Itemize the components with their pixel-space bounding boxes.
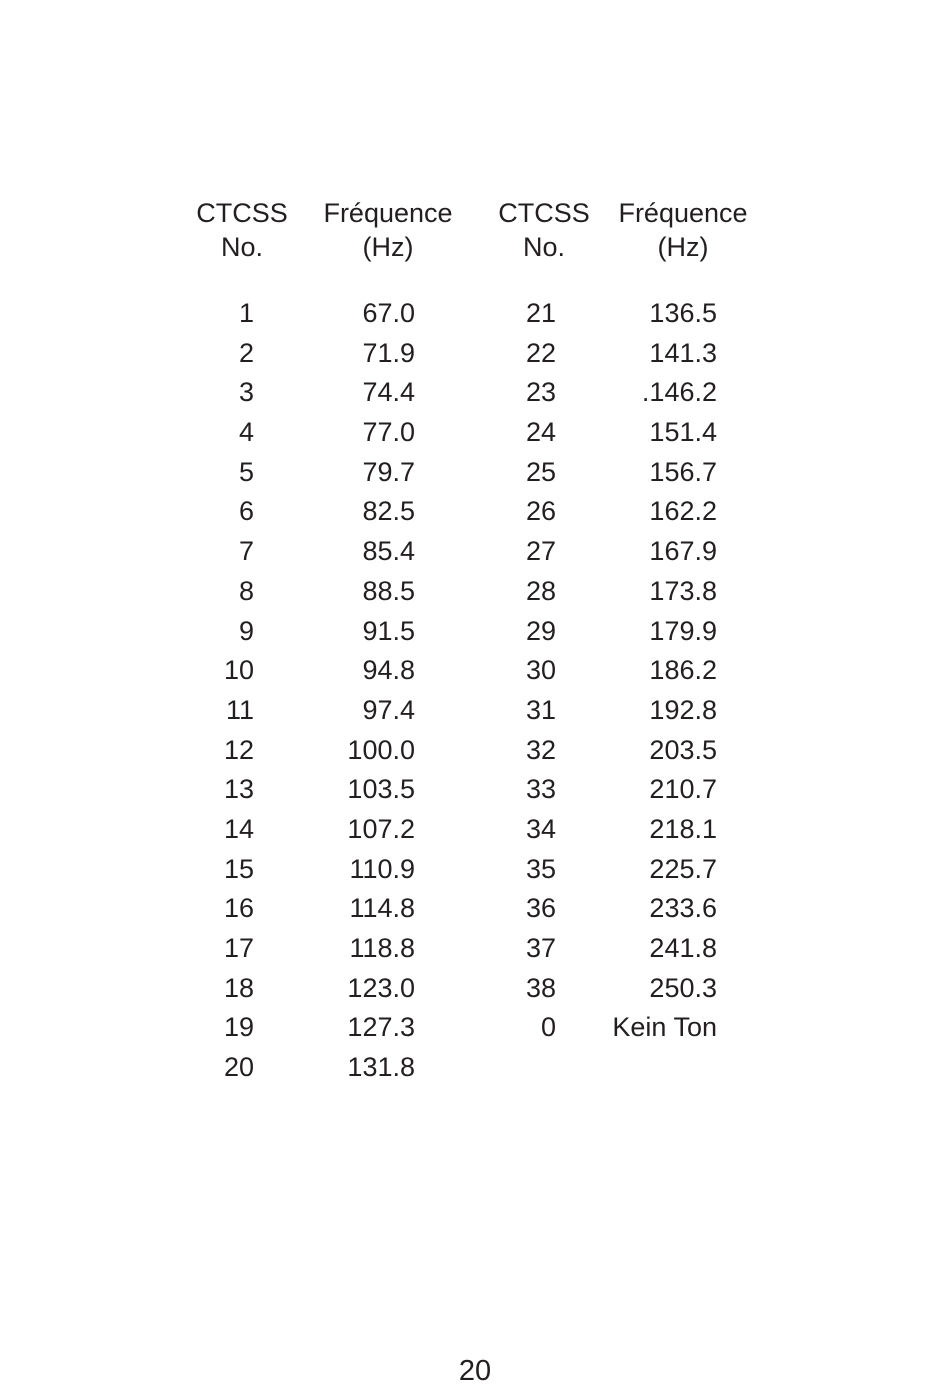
frequency-cell: 173.8 bbox=[649, 575, 717, 606]
ctcss-number-cell: 19 bbox=[223, 1012, 254, 1043]
header-text: No. bbox=[220, 232, 264, 262]
ctcss-number-cell: 38 bbox=[525, 972, 556, 1003]
frequency-cell: 74.4 bbox=[362, 377, 415, 408]
ctcss-number-cell: 31 bbox=[525, 694, 556, 725]
frequency-cell: 91.5 bbox=[362, 615, 415, 646]
frequency-cell: 151.4 bbox=[649, 417, 717, 448]
ctcss-number-cell: 23 bbox=[525, 377, 556, 408]
frequency-cell: 85.4 bbox=[362, 536, 415, 567]
frequency-cell: 218.1 bbox=[649, 813, 717, 844]
frequency-cell: 118.8 bbox=[349, 933, 415, 963]
ctcss-number-cell: 33 bbox=[525, 774, 556, 805]
ctcss-number-cell: 1 bbox=[238, 298, 254, 328]
frequency-cell: 77.0 bbox=[362, 417, 415, 448]
frequency-cell: 94.8 bbox=[362, 655, 415, 686]
page-number: 20 bbox=[458, 1355, 492, 1387]
ctcss-number-cell: 16 bbox=[223, 893, 254, 924]
frequency-cell: 250.3 bbox=[649, 972, 717, 1003]
ctcss-number-cell: 18 bbox=[223, 972, 254, 1003]
ctcss-number-cell: 13 bbox=[223, 774, 254, 805]
ctcss-number-cell: 8 bbox=[238, 575, 254, 606]
left-ctcss-number-column bbox=[200, 294, 254, 1088]
right-frequency-column bbox=[596, 294, 717, 1048]
frequency-cell: 136.5 bbox=[649, 298, 717, 328]
frequency-cell: 131.8 bbox=[347, 1052, 415, 1083]
header-text: (Hz) bbox=[657, 232, 709, 262]
frequency-cell: 186.2 bbox=[649, 655, 717, 686]
frequency-cell: 88.5 bbox=[362, 575, 415, 606]
ctcss-number-cell: 32 bbox=[525, 734, 556, 765]
ctcss-number-cell: 9 bbox=[238, 615, 254, 646]
ctcss-number-cell: 7 bbox=[238, 536, 254, 567]
ctcss-number-cell: 22 bbox=[525, 337, 556, 368]
frequency-cell: 123.0 bbox=[347, 972, 415, 1003]
ctcss-number-cell: 21 bbox=[525, 298, 556, 328]
frequency-cell: 82.5 bbox=[362, 496, 415, 527]
header-text: Fréquence bbox=[323, 198, 453, 228]
frequency-cell: 192.8 bbox=[649, 694, 717, 725]
ctcss-number-cell: 36 bbox=[525, 893, 556, 924]
ctcss-number-cell: 0 bbox=[540, 1012, 556, 1043]
frequency-cell: 71.9 bbox=[362, 337, 415, 368]
frequency-cell: Kein Ton bbox=[612, 1012, 717, 1043]
ctcss-number-cell: 27 bbox=[525, 536, 556, 567]
ctcss-number-cell: 4 bbox=[238, 417, 254, 448]
header-right-frequency bbox=[612, 196, 754, 264]
ctcss-number-cell: 3 bbox=[238, 377, 254, 408]
frequency-cell: 110.9 bbox=[349, 853, 415, 884]
ctcss-number-cell: 12 bbox=[223, 734, 254, 765]
header-left-frequency bbox=[318, 196, 458, 264]
header-left-ctcss-no bbox=[186, 196, 298, 264]
ctcss-number-cell: 29 bbox=[525, 615, 556, 646]
ctcss-number-cell: 25 bbox=[525, 456, 556, 487]
frequency-cell: 162.2 bbox=[649, 496, 717, 527]
frequency-cell: 225.7 bbox=[649, 853, 717, 884]
frequency-cell: 103.5 bbox=[347, 774, 415, 805]
frequency-cell: 167.9 bbox=[649, 536, 717, 567]
header-text: (Hz) bbox=[362, 232, 414, 262]
frequency-cell: 127.3 bbox=[347, 1012, 415, 1043]
ctcss-number-cell: 30 bbox=[525, 655, 556, 686]
ctcss-number-cell: 5 bbox=[238, 456, 254, 487]
ctcss-number-cell: 17 bbox=[223, 933, 254, 963]
frequency-cell: 156.7 bbox=[649, 456, 717, 487]
ctcss-number-cell: 20 bbox=[223, 1052, 254, 1083]
frequency-cell: 114.8 bbox=[349, 893, 415, 924]
ctcss-number-cell: 2 bbox=[238, 337, 254, 368]
header-text: Fréquence bbox=[618, 198, 748, 228]
frequency-cell: 210.7 bbox=[649, 774, 717, 805]
frequency-cell: 97.4 bbox=[362, 694, 415, 725]
ctcss-number-cell: 15 bbox=[223, 853, 254, 884]
frequency-cell: 100.0 bbox=[347, 734, 415, 765]
header-text: No. bbox=[522, 232, 566, 262]
frequency-cell: 141.3 bbox=[649, 337, 717, 368]
header-right-ctcss-no bbox=[488, 196, 600, 264]
frequency-cell: .146.2 bbox=[641, 377, 717, 408]
frequency-cell: 233.6 bbox=[649, 893, 717, 924]
frequency-cell: 203.5 bbox=[649, 734, 717, 765]
ctcss-number-cell: 37 bbox=[525, 933, 556, 963]
ctcss-number-cell: 14 bbox=[223, 813, 254, 844]
ctcss-number-cell: 34 bbox=[525, 813, 556, 844]
frequency-cell: 179.9 bbox=[649, 615, 717, 646]
ctcss-number-cell: 6 bbox=[238, 496, 254, 527]
frequency-cell: 79.7 bbox=[362, 456, 415, 487]
ctcss-number-cell: 28 bbox=[525, 575, 556, 606]
header-text: CTCSS bbox=[196, 198, 288, 228]
ctcss-number-cell: 10 bbox=[223, 655, 254, 686]
ctcss-number-cell: 26 bbox=[525, 496, 556, 527]
ctcss-number-cell: 35 bbox=[525, 853, 556, 884]
right-ctcss-number-column bbox=[500, 294, 556, 1048]
frequency-cell: 241.8 bbox=[649, 933, 717, 963]
frequency-cell: 107.2 bbox=[347, 813, 415, 844]
left-frequency-column bbox=[320, 294, 415, 1088]
ctcss-number-cell: 24 bbox=[525, 417, 556, 448]
ctcss-number-cell: 11 bbox=[225, 694, 254, 725]
header-text: CTCSS bbox=[498, 198, 590, 228]
frequency-cell: 67.0 bbox=[362, 298, 415, 328]
